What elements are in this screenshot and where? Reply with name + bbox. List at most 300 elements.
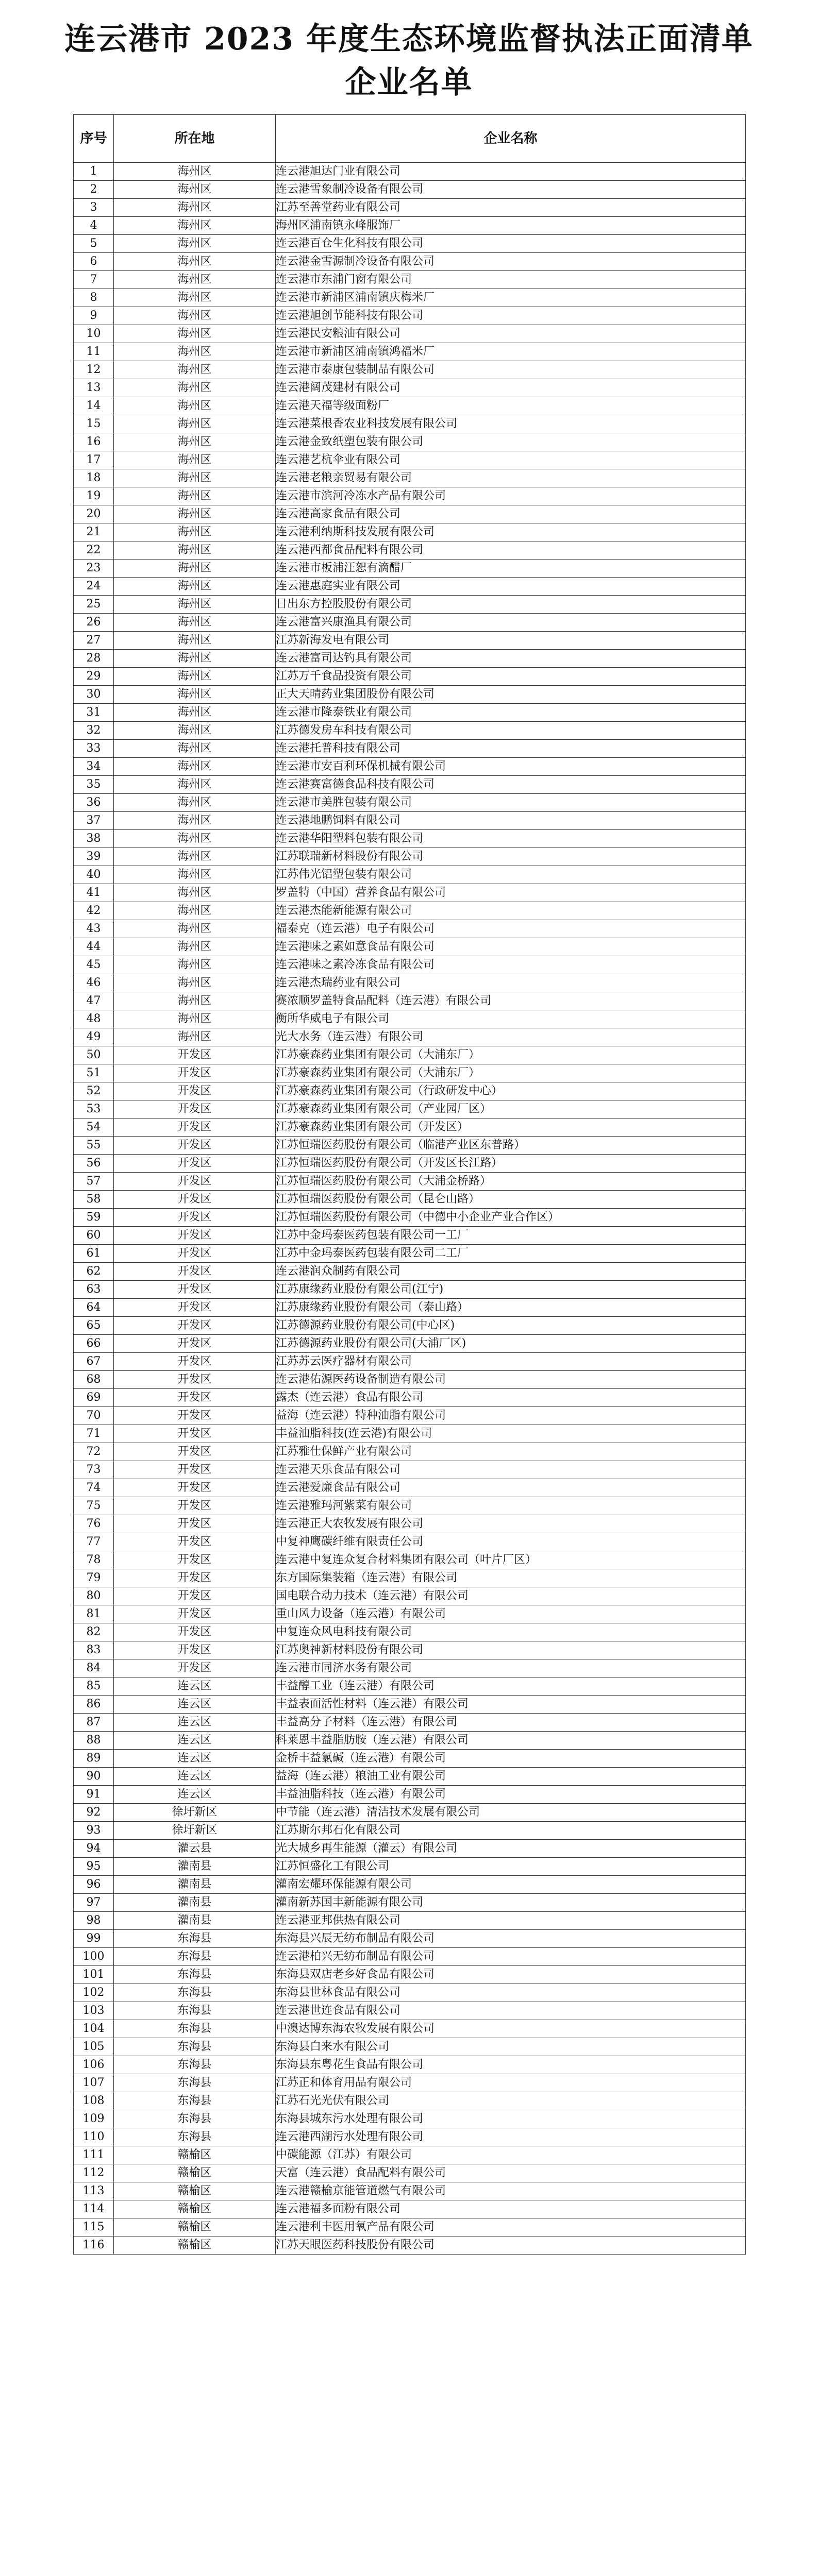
- row-company-name: 江苏联瑞新材料股份有限公司: [276, 848, 746, 866]
- table-row: [74, 1569, 746, 1587]
- row-company-name: 连云港市同济水务有限公司: [276, 1659, 746, 1677]
- row-company-name: 灌南新苏国丰新能源有限公司: [276, 1894, 746, 1912]
- table-row: [74, 902, 746, 920]
- table-row: [74, 1100, 746, 1118]
- row-area: 海州区: [114, 163, 276, 181]
- table-row: [74, 578, 746, 596]
- row-index: 21: [74, 523, 114, 541]
- row-company-name: 赛浓顺罗盖特食品配料（连云港）有限公司: [276, 992, 746, 1010]
- row-area: 开发区: [114, 1569, 276, 1587]
- row-area: 海州区: [114, 632, 276, 650]
- row-company-name: 连云港杰瑞药业有限公司: [276, 974, 746, 992]
- table-row: [74, 1515, 746, 1533]
- table-row: [74, 956, 746, 974]
- row-index: 112: [74, 2164, 114, 2182]
- row-company-name: 江苏中金玛泰医药包装有限公司二工厂: [276, 1245, 746, 1263]
- row-area: 海州区: [114, 992, 276, 1010]
- row-company-name: 连云港市安百利环保机械有限公司: [276, 758, 746, 776]
- row-index: 86: [74, 1696, 114, 1714]
- row-index: 57: [74, 1173, 114, 1191]
- row-area: 海州区: [114, 578, 276, 596]
- row-area: 灌云县: [114, 1840, 276, 1858]
- row-area: 开发区: [114, 1407, 276, 1425]
- row-company-name: 光大水务（连云港）有限公司: [276, 1028, 746, 1046]
- row-company-name: 江苏万千食品投资有限公司: [276, 668, 746, 686]
- table-row: [74, 704, 746, 722]
- row-area: 东海县: [114, 2128, 276, 2146]
- row-area: 海州区: [114, 974, 276, 992]
- row-index: 4: [74, 217, 114, 235]
- row-index: 113: [74, 2182, 114, 2200]
- row-index: 69: [74, 1389, 114, 1407]
- row-index: 84: [74, 1659, 114, 1677]
- row-area: 海州区: [114, 812, 276, 830]
- row-company-name: 连云港市新浦区浦南镇鸿福米厂: [276, 343, 746, 361]
- row-area: 连云区: [114, 1768, 276, 1786]
- row-area: 连云区: [114, 1786, 276, 1804]
- row-index: 29: [74, 668, 114, 686]
- row-index: 62: [74, 1263, 114, 1281]
- row-area: 开发区: [114, 1371, 276, 1389]
- table-row: [74, 740, 746, 758]
- table-row: [74, 776, 746, 794]
- table-row: [74, 1281, 746, 1299]
- row-area: 海州区: [114, 307, 276, 325]
- row-area: 海州区: [114, 848, 276, 866]
- table-row: [74, 1046, 746, 1064]
- row-area: 开发区: [114, 1281, 276, 1299]
- table-row: [74, 253, 746, 271]
- row-area: 赣榆区: [114, 2146, 276, 2164]
- row-area: 海州区: [114, 325, 276, 343]
- row-company-name: 灌南宏耀环保能源有限公司: [276, 1876, 746, 1894]
- table-row: [74, 1605, 746, 1623]
- row-company-name: 东海县兴辰无纺布制品有限公司: [276, 1930, 746, 1948]
- row-index: 93: [74, 1822, 114, 1840]
- row-area: 开发区: [114, 1659, 276, 1677]
- table-row: [74, 199, 746, 217]
- row-area: 开发区: [114, 1353, 276, 1371]
- row-company-name: 连云港亚邦供热有限公司: [276, 1912, 746, 1930]
- row-company-name: 江苏正和体育用品有限公司: [276, 2074, 746, 2092]
- row-area: 东海县: [114, 2074, 276, 2092]
- table-row: [74, 722, 746, 740]
- table-row: [74, 1714, 746, 1732]
- row-company-name: 江苏豪森药业集团有限公司（大浦东厂）: [276, 1046, 746, 1064]
- row-company-name: 连云港市板浦汪恕有滴醋厂: [276, 560, 746, 578]
- row-area: 海州区: [114, 668, 276, 686]
- row-area: 海州区: [114, 560, 276, 578]
- row-index: 116: [74, 2236, 114, 2255]
- row-index: 36: [74, 794, 114, 812]
- table-row: [74, 1804, 746, 1822]
- row-company-name: 江苏斯尔邦石化有限公司: [276, 1822, 746, 1840]
- header-company: 企业名称: [276, 115, 746, 163]
- row-company-name: 江苏苏云医疗器材有限公司: [276, 1353, 746, 1371]
- table-row: [74, 848, 746, 866]
- row-index: 56: [74, 1155, 114, 1173]
- row-area: 东海县: [114, 2092, 276, 2110]
- table-row: [74, 830, 746, 848]
- row-area: 东海县: [114, 1948, 276, 1966]
- row-index: 70: [74, 1407, 114, 1425]
- row-area: 赣榆区: [114, 2218, 276, 2236]
- row-index: 79: [74, 1569, 114, 1587]
- row-area: 开发区: [114, 1299, 276, 1317]
- row-area: 开发区: [114, 1551, 276, 1569]
- row-area: 海州区: [114, 1010, 276, 1028]
- row-index: 80: [74, 1587, 114, 1605]
- table-row: [74, 1353, 746, 1371]
- row-company-name: 丰益高分子材料（连云港）有限公司: [276, 1714, 746, 1732]
- row-area: 东海县: [114, 2038, 276, 2056]
- table-row: [74, 1443, 746, 1461]
- row-company-name: 光大城乡再生能源（灌云）有限公司: [276, 1840, 746, 1858]
- row-company-name: 罗盖特（中国）营养食品有限公司: [276, 884, 746, 902]
- table-header-row: [74, 115, 746, 163]
- row-area: 开发区: [114, 1623, 276, 1641]
- row-company-name: 日出东方控股股份有限公司: [276, 596, 746, 614]
- row-area: 海州区: [114, 253, 276, 271]
- table-row: [74, 1118, 746, 1137]
- row-company-name: 江苏恒瑞医药股份有限公司（昆仑山路）: [276, 1191, 746, 1209]
- row-index: 28: [74, 650, 114, 668]
- table-row: [74, 2236, 746, 2255]
- row-index: 42: [74, 902, 114, 920]
- row-index: 50: [74, 1046, 114, 1064]
- row-company-name: 丰益油脂科技(连云港)有限公司: [276, 1425, 746, 1443]
- row-company-name: 连云港艺杭伞业有限公司: [276, 451, 746, 469]
- row-area: 开发区: [114, 1137, 276, 1155]
- row-area: 开发区: [114, 1118, 276, 1137]
- table-row: [74, 560, 746, 578]
- row-company-name: 江苏恒盛化工有限公司: [276, 1858, 746, 1876]
- row-company-name: 连云港世连食品有限公司: [276, 2002, 746, 2020]
- row-index: 6: [74, 253, 114, 271]
- row-index: 87: [74, 1714, 114, 1732]
- row-index: 100: [74, 1948, 114, 1966]
- row-company-name: 连云港华阳塑料包装有限公司: [276, 830, 746, 848]
- row-index: 63: [74, 1281, 114, 1299]
- row-area: 东海县: [114, 1930, 276, 1948]
- row-index: 55: [74, 1137, 114, 1155]
- row-index: 103: [74, 2002, 114, 2020]
- table-row: [74, 1840, 746, 1858]
- row-index: 88: [74, 1732, 114, 1750]
- table-row: [74, 1551, 746, 1569]
- row-area: 开发区: [114, 1173, 276, 1191]
- row-company-name: 丰益油脂科技（连云港）有限公司: [276, 1786, 746, 1804]
- row-company-name: 连云港天乐食品有限公司: [276, 1461, 746, 1479]
- row-index: 19: [74, 487, 114, 505]
- table-row: [74, 1696, 746, 1714]
- row-company-name: 连云港市新浦区浦南镇庆梅米厂: [276, 289, 746, 307]
- row-area: 海州区: [114, 361, 276, 379]
- row-area: 赣榆区: [114, 2182, 276, 2200]
- row-area: 开发区: [114, 1425, 276, 1443]
- row-company-name: 江苏石光光伏有限公司: [276, 2092, 746, 2110]
- row-index: 95: [74, 1858, 114, 1876]
- row-index: 109: [74, 2110, 114, 2128]
- row-company-name: 连云港天福等级面粉厂: [276, 397, 746, 415]
- row-index: 101: [74, 1966, 114, 1984]
- table-row: [74, 1497, 746, 1515]
- table-row: [74, 596, 746, 614]
- row-index: 71: [74, 1425, 114, 1443]
- row-index: 49: [74, 1028, 114, 1046]
- header-area: 所在地: [114, 115, 276, 163]
- table-row: [74, 1479, 746, 1497]
- row-area: 开发区: [114, 1046, 276, 1064]
- row-company-name: 连云港阔茂建材有限公司: [276, 379, 746, 397]
- table-row: [74, 325, 746, 343]
- row-company-name: 江苏中金玛泰医药包装有限公司一工厂: [276, 1227, 746, 1245]
- row-area: 开发区: [114, 1082, 276, 1100]
- row-index: 78: [74, 1551, 114, 1569]
- table-row: [74, 1732, 746, 1750]
- row-company-name: 连云港润众制药有限公司: [276, 1263, 746, 1281]
- row-company-name: 江苏新海发电有限公司: [276, 632, 746, 650]
- table-row: [74, 1173, 746, 1191]
- row-company-name: 连云港雅玛河紫菜有限公司: [276, 1497, 746, 1515]
- table-row: [74, 2002, 746, 2020]
- row-area: 灌南县: [114, 1876, 276, 1894]
- row-company-name: 连云港金致纸塑包装有限公司: [276, 433, 746, 451]
- row-company-name: 露杰（连云港）食品有限公司: [276, 1389, 746, 1407]
- row-index: 1: [74, 163, 114, 181]
- row-area: 开发区: [114, 1587, 276, 1605]
- row-area: 海州区: [114, 379, 276, 397]
- table-row: [74, 1191, 746, 1209]
- table-row: [74, 650, 746, 668]
- row-company-name: 江苏豪森药业集团有限公司（开发区）: [276, 1118, 746, 1137]
- row-area: 开发区: [114, 1100, 276, 1118]
- row-company-name: 连云港旭创节能科技有限公司: [276, 307, 746, 325]
- row-company-name: 连云港正大农牧发展有限公司: [276, 1515, 746, 1533]
- table-row: [74, 1064, 746, 1082]
- row-index: 8: [74, 289, 114, 307]
- table-row: [74, 884, 746, 902]
- row-index: 85: [74, 1677, 114, 1696]
- row-index: 7: [74, 271, 114, 289]
- document-title: 连云港市 2023 年度生态环境监督执法正面清单: [64, 21, 754, 57]
- row-area: 海州区: [114, 614, 276, 632]
- row-area: 海州区: [114, 271, 276, 289]
- table-row: [74, 2164, 746, 2182]
- row-index: 14: [74, 397, 114, 415]
- table-row: [74, 1623, 746, 1641]
- row-index: 11: [74, 343, 114, 361]
- company-list-table: [73, 114, 746, 2255]
- row-company-name: 金桥丰益氯碱（连云港）有限公司: [276, 1750, 746, 1768]
- row-company-name: 江苏康缘药业股份有限公司(江宁): [276, 1281, 746, 1299]
- table-row: [74, 1137, 746, 1155]
- row-index: 90: [74, 1768, 114, 1786]
- table-row: [74, 469, 746, 487]
- row-area: 开发区: [114, 1317, 276, 1335]
- row-area: 海州区: [114, 776, 276, 794]
- row-index: 3: [74, 199, 114, 217]
- table-row: [74, 1677, 746, 1696]
- row-index: 58: [74, 1191, 114, 1209]
- row-company-name: 丰益表面活性材料（连云港）有限公司: [276, 1696, 746, 1714]
- table-row: [74, 1768, 746, 1786]
- row-area: 开发区: [114, 1479, 276, 1497]
- row-area: 开发区: [114, 1263, 276, 1281]
- table-row: [74, 163, 746, 181]
- row-area: 东海县: [114, 2020, 276, 2038]
- row-company-name: 连云港民安粮油有限公司: [276, 325, 746, 343]
- table-row: [74, 541, 746, 560]
- row-index: 64: [74, 1299, 114, 1317]
- row-index: 74: [74, 1479, 114, 1497]
- row-index: 67: [74, 1353, 114, 1371]
- table-row: [74, 415, 746, 433]
- row-area: 徐圩新区: [114, 1822, 276, 1840]
- row-company-name: 江苏伟光铝塑包装有限公司: [276, 866, 746, 884]
- table-row: [74, 1822, 746, 1840]
- table-row: [74, 1425, 746, 1443]
- row-company-name: 江苏雅仕保鲜产业有限公司: [276, 1443, 746, 1461]
- row-company-name: 连云港福多面粉有限公司: [276, 2200, 746, 2218]
- table-row: [74, 1786, 746, 1804]
- table-row: [74, 1750, 746, 1768]
- row-company-name: 连云港赣榆京能管道燃气有限公司: [276, 2182, 746, 2200]
- row-area: 海州区: [114, 596, 276, 614]
- row-area: 灌南县: [114, 1912, 276, 1930]
- row-area: 开发区: [114, 1064, 276, 1082]
- row-index: 46: [74, 974, 114, 992]
- row-index: 115: [74, 2218, 114, 2236]
- row-area: 海州区: [114, 794, 276, 812]
- row-company-name: 东海县东粤花生食品有限公司: [276, 2056, 746, 2074]
- row-index: 34: [74, 758, 114, 776]
- row-index: 83: [74, 1641, 114, 1659]
- table-row: [74, 217, 746, 235]
- row-index: 32: [74, 722, 114, 740]
- row-company-name: 连云港市隆泰铁业有限公司: [276, 704, 746, 722]
- row-company-name: 连云港赛富德食品科技有限公司: [276, 776, 746, 794]
- row-index: 18: [74, 469, 114, 487]
- row-area: 海州区: [114, 920, 276, 938]
- row-company-name: 东海县城东污水处理有限公司: [276, 2110, 746, 2128]
- table-row: [74, 1371, 746, 1389]
- row-area: 海州区: [114, 650, 276, 668]
- row-company-name: 科莱恩丰益脂肪胺（连云港）有限公司: [276, 1732, 746, 1750]
- row-area: 开发区: [114, 1209, 276, 1227]
- row-area: 赣榆区: [114, 2200, 276, 2218]
- row-area: 开发区: [114, 1461, 276, 1479]
- row-area: 海州区: [114, 217, 276, 235]
- row-area: 开发区: [114, 1533, 276, 1551]
- row-company-name: 连云港利纳斯科技发展有限公司: [276, 523, 746, 541]
- row-index: 76: [74, 1515, 114, 1533]
- row-index: 40: [74, 866, 114, 884]
- row-company-name: 连云港味之素如意食品有限公司: [276, 938, 746, 956]
- row-area: 海州区: [114, 722, 276, 740]
- row-area: 开发区: [114, 1641, 276, 1659]
- row-company-name: 中复连众风电科技有限公司: [276, 1623, 746, 1641]
- row-index: 38: [74, 830, 114, 848]
- row-index: 51: [74, 1064, 114, 1082]
- table-row: [74, 1245, 746, 1263]
- table-row: [74, 974, 746, 992]
- row-index: 23: [74, 560, 114, 578]
- table-row: [74, 2056, 746, 2074]
- row-area: 海州区: [114, 433, 276, 451]
- row-company-name: 东海县双店老乡好食品有限公司: [276, 1966, 746, 1984]
- row-index: 35: [74, 776, 114, 794]
- row-index: 25: [74, 596, 114, 614]
- row-company-name: 江苏恒瑞医药股份有限公司（大浦金桥路）: [276, 1173, 746, 1191]
- table-row: [74, 361, 746, 379]
- row-area: 海州区: [114, 758, 276, 776]
- table-row: [74, 1641, 746, 1659]
- row-index: 81: [74, 1605, 114, 1623]
- row-index: 48: [74, 1010, 114, 1028]
- row-company-name: 衡所华威电子有限公司: [276, 1010, 746, 1028]
- row-company-name: 连云港富兴康渔具有限公司: [276, 614, 746, 632]
- row-company-name: 丰益醇工业（连云港）有限公司: [276, 1677, 746, 1696]
- row-company-name: 江苏恒瑞医药股份有限公司（临港产业区东普路）: [276, 1137, 746, 1155]
- row-area: 开发区: [114, 1389, 276, 1407]
- row-index: 82: [74, 1623, 114, 1641]
- row-area: 开发区: [114, 1497, 276, 1515]
- row-company-name: 东方国际集装箱（连云港）有限公司: [276, 1569, 746, 1587]
- row-company-name: 连云港利丰医用氧产品有限公司: [276, 2218, 746, 2236]
- row-company-name: 江苏德源药业股份有限公司(大浦厂区): [276, 1335, 746, 1353]
- table-row: [74, 794, 746, 812]
- row-area: 海州区: [114, 884, 276, 902]
- row-area: 海州区: [114, 902, 276, 920]
- row-index: 53: [74, 1100, 114, 1118]
- row-index: 54: [74, 1118, 114, 1137]
- row-area: 海州区: [114, 487, 276, 505]
- row-area: 连云区: [114, 1750, 276, 1768]
- table-row: [74, 758, 746, 776]
- row-company-name: 连云港地鹏饲料有限公司: [276, 812, 746, 830]
- table-row: [74, 938, 746, 956]
- header-index: 序号: [74, 115, 114, 163]
- row-index: 22: [74, 541, 114, 560]
- table-row: [74, 614, 746, 632]
- row-company-name: 连云港金雪源制冷设备有限公司: [276, 253, 746, 271]
- table-row: [74, 2218, 746, 2236]
- row-index: 30: [74, 686, 114, 704]
- table-row: [74, 1227, 746, 1245]
- row-area: 徐圩新区: [114, 1804, 276, 1822]
- table-row: [74, 1010, 746, 1028]
- row-area: 海州区: [114, 938, 276, 956]
- table-row: [74, 668, 746, 686]
- row-index: 52: [74, 1082, 114, 1100]
- table-row: [74, 181, 746, 199]
- row-company-name: 连云港富司达钓具有限公司: [276, 650, 746, 668]
- row-company-name: 东海县白来水有限公司: [276, 2038, 746, 2056]
- row-company-name: 连云港市泰康包装制品有限公司: [276, 361, 746, 379]
- row-index: 44: [74, 938, 114, 956]
- table-row: [74, 992, 746, 1010]
- row-index: 10: [74, 325, 114, 343]
- table-row: [74, 1461, 746, 1479]
- row-company-name: 连云港西都食品配料有限公司: [276, 541, 746, 560]
- row-company-name: 江苏至善堂药业有限公司: [276, 199, 746, 217]
- table-row: [74, 2074, 746, 2092]
- row-area: 海州区: [114, 956, 276, 974]
- row-index: 26: [74, 614, 114, 632]
- row-company-name: 海州区浦南镇永峰服饰厂: [276, 217, 746, 235]
- table-row: [74, 1389, 746, 1407]
